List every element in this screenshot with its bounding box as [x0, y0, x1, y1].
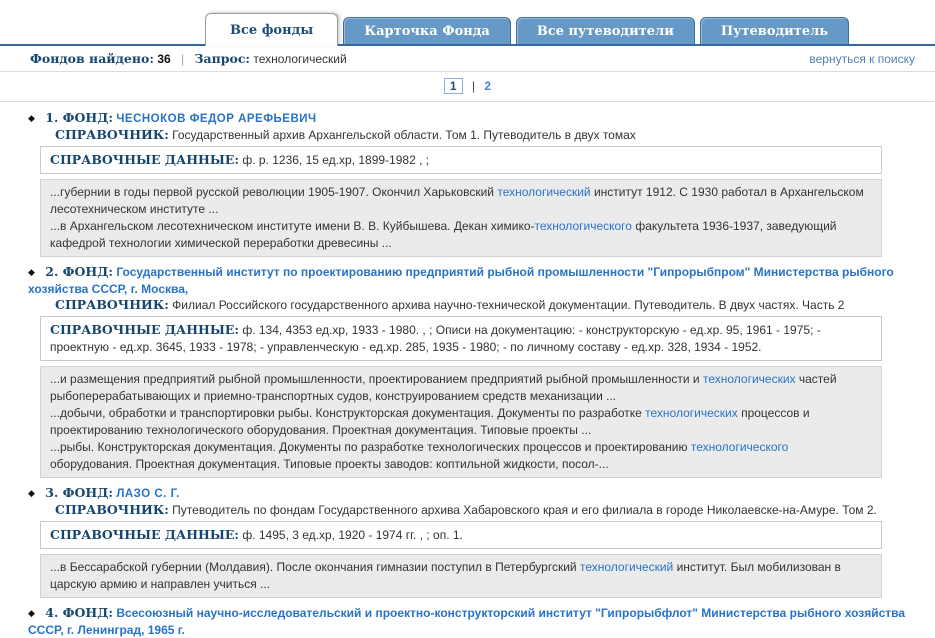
reference-data-text: ф. р. 1236, 15 ед.хр, 1899-1982 , ; — [242, 153, 430, 167]
reference-data-box — [40, 316, 882, 361]
diamond-bullet-icon: ◆ — [28, 267, 35, 277]
entry-title-line — [28, 605, 925, 638]
page-link-2[interactable]: 2 — [484, 79, 492, 93]
result-entry — [0, 605, 935, 638]
spravochnik-text: Филиал Российского государственного архива научно-технической документации. Путеводитель. В двух частях. Часть 2 — [172, 298, 845, 312]
reference-data-label: СПРАВОЧНЫЕ ДАННЫЕ: — [50, 527, 239, 542]
fond-name-link[interactable]: ЧЕСНОКОВ ФЕДОР АРЕФЬЕВИЧ — [116, 113, 317, 125]
page-current: 1 — [444, 78, 463, 94]
query-label: Запрос: — [194, 51, 251, 66]
search-summary — [30, 51, 347, 66]
snippet-box — [40, 366, 882, 478]
snippet-text: процессов и проектированию технологического оборудования. Проектная документация. Типовые проекты ... — [50, 406, 810, 437]
spravochnik-line — [55, 502, 925, 518]
result-entry — [0, 485, 935, 598]
fond-label: 1. ФОНД: — [45, 110, 113, 125]
snippet-paragraph — [50, 184, 872, 218]
reference-data-label: СПРАВОЧНЫЕ ДАННЫЕ: — [50, 322, 239, 337]
entry-title-line — [28, 110, 925, 127]
snippet-text: ...в Бессарабской губернии (Молдавия). После окончания гимназии поступил в Петербургский — [50, 560, 580, 574]
tab-guide[interactable]: Путеводитель — [700, 17, 849, 44]
fond-label: 2. ФОНД: — [45, 264, 113, 279]
spravochnik-line — [55, 297, 925, 313]
reference-data-box — [40, 521, 882, 549]
reference-data-box — [40, 146, 882, 174]
highlighted-term: технологического — [534, 219, 632, 233]
highlighted-term: технологического — [690, 440, 789, 454]
snippet-text: ...в Архангельском лесотехническом институте имени В. В. Куйбышева. Декан химико- — [50, 219, 535, 233]
spravochnik-label: СПРАВОЧНИК: — [55, 297, 169, 312]
result-entry — [0, 264, 935, 478]
entry-title-line — [28, 485, 925, 502]
highlighted-term: технологический — [579, 560, 674, 574]
results-list — [0, 102, 935, 638]
snippet-text: ...и размещения предприятий рыбной промышленности, проектированием предприятий рыбной промышленности и — [50, 372, 703, 386]
snippet-paragraph — [50, 218, 872, 252]
highlighted-term: технологических — [645, 406, 738, 420]
tab-bar — [0, 0, 935, 46]
highlighted-term: технологический — [497, 185, 591, 199]
fond-name-link[interactable]: Государственный институт по проектированию предприятий рыбной промышленности "Гипрорыбпром" Министерства рыбного хозяйства СССР, г. Москва, — [28, 265, 894, 296]
snippet-paragraph — [50, 439, 872, 473]
snippet-text: ...рыбы. Конструкторская документация. Документы по разработке технологических процессов и проектированию — [50, 440, 691, 454]
diamond-bullet-icon: ◆ — [28, 608, 35, 618]
snippet-paragraph — [50, 405, 872, 439]
tab-fond-card[interactable]: Карточка Фонда — [343, 17, 511, 44]
entry-title-line — [28, 264, 925, 297]
snippet-paragraph — [50, 559, 872, 593]
snippet-box — [40, 179, 882, 257]
snippet-text: факультета 1936-1937, заведующий кафедрой технологии химической переработки древесины ... — [50, 219, 837, 250]
spravochnik-label: СПРАВОЧНИК: — [55, 127, 169, 142]
tab-all-fonds[interactable]: Все фонды — [205, 13, 338, 46]
snippet-text: ...добычи, обработки и транспортировки рыбы. Конструкторская документация. Документы по разработке — [50, 406, 646, 420]
fond-label: 4. ФОНД: — [45, 605, 113, 620]
query-value: технологический — [253, 52, 347, 66]
diamond-bullet-icon: ◆ — [28, 488, 35, 498]
page-separator: | — [471, 79, 476, 93]
found-count: 36 — [157, 52, 171, 66]
status-separator: | — [181, 52, 185, 66]
spravochnik-label: СПРАВОЧНИК: — [55, 502, 169, 517]
snippet-box — [40, 554, 882, 598]
tab-all-guides[interactable]: Все путеводители — [516, 17, 695, 44]
status-row — [0, 46, 935, 72]
highlighted-term: технологических — [702, 372, 796, 386]
spravochnik-text: Путеводитель по фондам Государственного архива Хабаровского края и его филиала в городе Николаевске-на-Амуре. Том 2. — [172, 503, 877, 517]
found-label: Фондов найдено: — [30, 51, 154, 66]
spravochnik-line — [55, 127, 925, 143]
snippet-text: частей рыбоперерабатывающих и приемно-транспортных судов, конструированием средств механизации ... — [50, 372, 837, 403]
pagination — [0, 72, 935, 102]
fond-name-link[interactable]: ЛАЗО С. Г. — [116, 488, 180, 500]
snippet-text: оборудования. Проектная документация. Типовые проекты заводов: коптильной жидкости, посол-... — [50, 457, 609, 471]
diamond-bullet-icon: ◆ — [28, 113, 35, 123]
snippet-text: ...губернии в годы первой русской революции 1905-1907. Окончил Харьковский — [50, 185, 498, 199]
snippet-text: институт 1912. С 1930 работал в Архангельском лесотехническом институте ... — [50, 185, 864, 216]
back-to-search-link[interactable]: вернуться к поиску — [809, 51, 915, 66]
spravochnik-text: Государственный архив Архангельской области. Том 1. Путеводитель в двух томах — [172, 128, 636, 142]
result-entry — [0, 110, 935, 257]
snippet-paragraph — [50, 371, 872, 405]
reference-data-text: ф. 1495, 3 ед.хр, 1920 - 1974 гг. , ; оп. 1. — [242, 528, 463, 542]
reference-data-label: СПРАВОЧНЫЕ ДАННЫЕ: — [50, 152, 239, 167]
fond-label: 3. ФОНД: — [45, 485, 113, 500]
fond-name-link[interactable]: Всесоюзный научно-исследовательский и проектно-конструкторский институт "Гипрорыбфлот" Министерства рыбного хозяйства СССР, г. Ленинград, 1965 г. — [28, 606, 906, 637]
snippet-text: институт. Был мобилизован в царскую армию и направлен учиться ... — [50, 560, 841, 591]
reference-data-text: ф. 134, 4353 ед.хр, 1933 - 1980. , ; Описи на документацию: - конструкторскую - ед.хр. 95, 1961 - 1975; - проектную - ед.хр. 3645, 1933 - 1978; - управленческую - ед.хр. 285, 1935 - 1980; - по личному составу - ед.хр. 328, 1934 - 1952. — [50, 323, 821, 354]
